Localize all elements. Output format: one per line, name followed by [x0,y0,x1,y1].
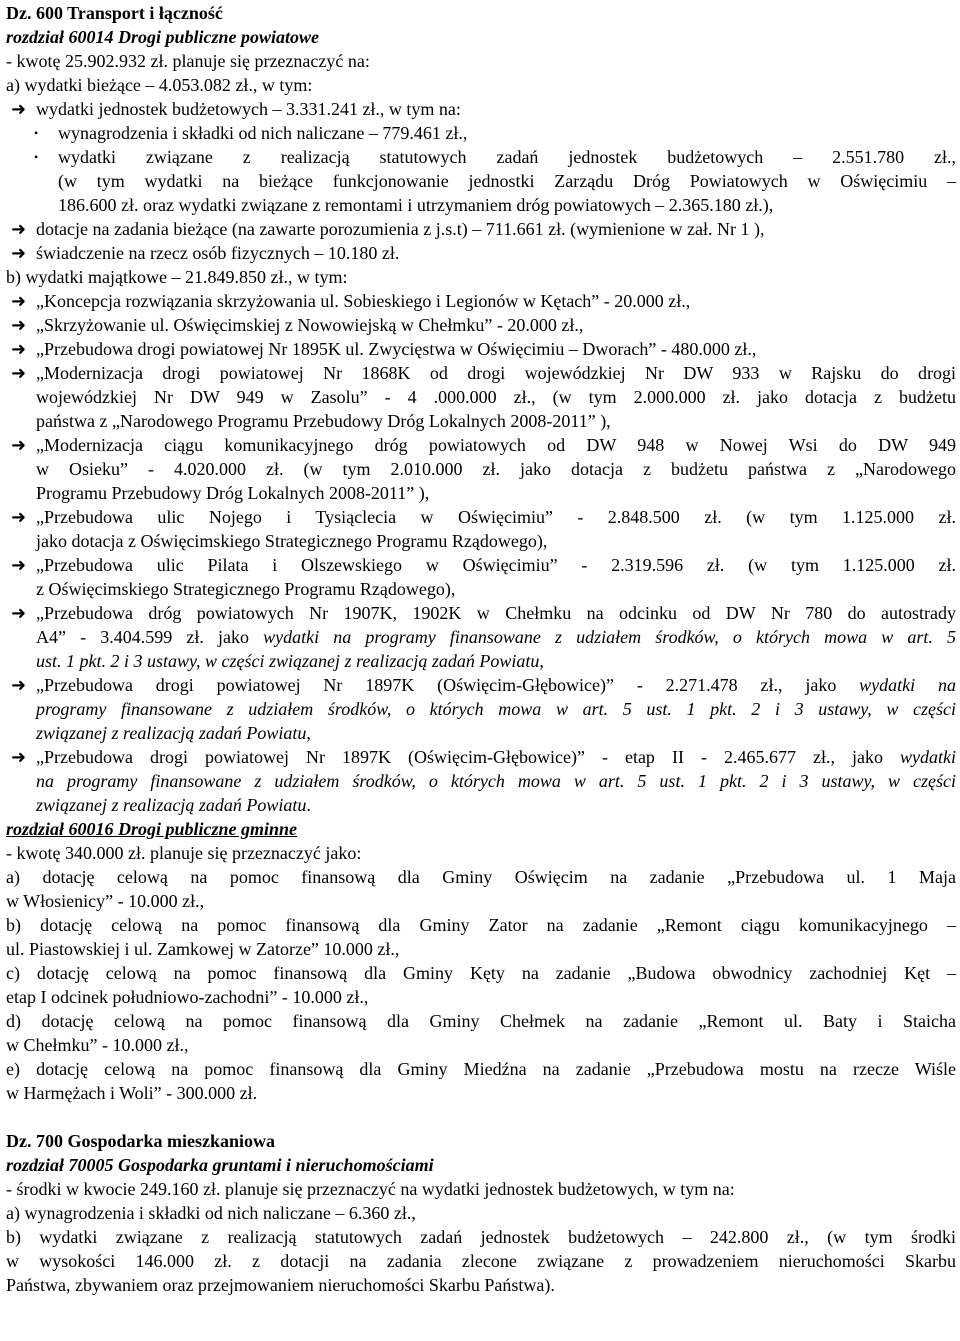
italic-segment: wydatki na programy finansowane z udziałem środków, o których mowa w art. 5 [263,627,957,647]
line-segment-end: , [306,723,311,743]
text-line [0,1249,960,1273]
line-text [36,99,461,119]
line-text [6,1155,434,1175]
text-line [0,865,960,889]
line-segment: etap I odcinek południowo-zachodni” - 10.000 zł., [6,987,369,1007]
arrow-icon: ➜ [11,675,27,695]
arrow-list-item [0,505,960,529]
line-segment: wydatki jednostek budżetowych – 3.331.241 zł., w tym na: [36,99,461,119]
text-line [0,1177,960,1201]
line-segment: Programu Przebudowy Dróg Lokalnych 2008-2011” ), [36,483,430,503]
arrow-list-item-continuation [0,625,960,649]
line-text [36,291,690,311]
text-line [0,73,960,97]
arrow-icon: ➜ [11,507,27,527]
line-text [6,1059,956,1079]
line-segment: „Przebudowa drogi powiatowej Nr 1897K (Oświęcim-Głębowice)” - etap II - 2.465.677 zł., jako [36,747,900,767]
line-text [36,507,956,527]
line-segment: A4” - 3.404.599 zł. jako [36,627,264,647]
line-text [58,123,467,143]
heading-text: rozdział 60014 Drogi publiczne powiatowe [6,27,320,47]
line-text [36,315,583,335]
line-segment: - kwotę 340.000 zł. planuje się przeznaczyć jako: [6,843,362,863]
arrow-icon: ➜ [11,219,27,239]
line-text [6,1035,188,1055]
line-text [36,651,544,671]
arrow-icon: ➜ [11,339,27,359]
line-segment: „Przebudowa dróg powiatowych Nr 1907K, 1902K w Chełmku na odcinku od DW Nr 780 do autostrady [36,603,956,623]
arrow-list-item-continuation [0,457,960,481]
line-segment: w Włosienicy” - 10.000 zł., [6,891,205,911]
line-text [36,363,956,383]
line-segment-end: . [306,795,311,815]
italic-segment: związanej z realizacją zadań Powiatu [36,795,307,815]
line-segment: 186.600 zł. oraz wydatki związane z remontami i utrzymaniem dróg powiatowych – 2.365.180 zł.), [58,195,774,215]
line-text [6,939,399,959]
line-text [58,195,773,215]
line-segment: a) wydatki bieżące – 4.053.082 zł., w tym: [6,75,313,95]
arrow-icon: ➜ [11,555,27,575]
arrow-list-item [0,673,960,697]
line-text [36,699,956,719]
bullet-list-item-continuation [0,169,960,193]
line-segment: w Chełmku” - 10.000 zł., [6,1035,189,1055]
arrow-list-item [0,313,960,337]
line-text [36,411,611,431]
line-text [58,171,956,191]
line-segment: e) dotację celową na pomoc finansową dla Gminy Miedźna na zadanie „Przebudowa mostu na rzecze Wiśle [6,1059,956,1079]
line-text [6,1131,275,1151]
line-text [36,243,399,263]
line-text [6,27,319,47]
arrow-icon: ➜ [11,315,27,335]
heading-text: rozdział 70005 Gospodarka gruntami i nieruchomościami [6,1155,434,1175]
arrow-list-item [0,601,960,625]
line-text [36,723,311,743]
arrow-list-item-continuation [0,529,960,553]
arrow-icon: ➜ [11,99,27,119]
line-text [6,1251,956,1271]
text-line [0,841,960,865]
line-segment: a) wynagrodzenia i składki od nich naliczane – 6.360 zł., [6,1203,416,1223]
line-text [36,627,956,647]
line-segment: w Harmężach i Woli” - 300.000 zł. [6,1083,258,1103]
arrow-icon: ➜ [11,435,27,455]
line-text [58,147,956,167]
text-line [0,265,960,289]
blank-line [0,1105,960,1129]
line-segment: Państwa, zbywaniem oraz przejmowaniem nieruchomości Skarbu Państwa). [6,1275,555,1295]
bullet-list-item [0,121,960,145]
line-text [36,579,455,599]
arrow-list-item [0,241,960,265]
line-text [6,1011,956,1031]
line-segment: z Oświęcimskiego Strategicznego Programu Rządowego), [36,579,456,599]
text-line [0,1057,960,1081]
arrow-list-item-continuation [0,721,960,745]
line-segment: wojewódzkiej Nr DW 949 w Zasolu” - 4 .000.000 zł., (w tym 2.000.000 zł. jako dotacja z budżetu [36,387,956,407]
line-segment: w wysokości 146.000 zł. z dotacji na zadania zlecone związane z prowadzeniem nieruchomości Skarbu [6,1251,956,1271]
line-text [36,339,756,359]
chapter-heading [0,25,960,49]
section-heading [0,1129,960,1153]
italic-segment: ust. 1 pkt. 2 i 3 ustawy, w części związanej z realizacją zadań Powiatu [36,651,540,671]
arrow-list-item [0,361,960,385]
line-segment: (w tym wydatki na bieżące funkcjonowanie jednostki Zarządu Dróg Powiatowych w Oświęcimiu – [58,171,956,191]
line-segment: „Przebudowa ulic Nojego i Tysiąclecia w Oświęcimiu” - 2.848.500 zł. (w tym 1.125.000 zł. [36,507,956,527]
line-text [6,867,956,887]
line-segment: b) dotację celową na pomoc finansową dla Gminy Zator na zadanie „Remont ciągu komunikacyjnego – [6,915,956,935]
line-text [36,771,956,791]
line-segment: - kwotę 25.902.932 zł. planuje się przeznaczyć na: [6,51,370,71]
line-segment: b) wydatki związane z realizacją statutowych zadań jednostek budżetowych – 242.800 zł., (w tym środki [6,1227,956,1247]
text-line [0,1225,960,1249]
text-line [0,1273,960,1297]
line-text [6,51,370,71]
text-line [0,913,960,937]
text-line [0,1009,960,1033]
line-text [6,915,956,935]
line-segment: państwa z „Narodowego Programu Przebudowy Dróg Lokalnych 2008-2011” ), [36,411,611,431]
arrow-list-item-continuation [0,409,960,433]
arrow-list-item-continuation [0,697,960,721]
line-text [36,675,956,695]
line-text [36,483,429,503]
arrow-list-item [0,217,960,241]
arrow-list-item [0,337,960,361]
line-text [36,387,956,407]
arrow-icon: ➜ [11,747,27,767]
line-segment: - środki w kwocie 249.160 zł. planuje się przeznaczyć na wydatki jednostek budżetowych, w tym na: [6,1179,735,1199]
text-line [0,889,960,913]
italic-segment: wydatki na [859,675,956,695]
line-text [6,1227,956,1247]
line-text [6,3,223,23]
line-text [36,531,547,551]
line-text [36,747,956,767]
line-segment: a) dotację celową na pomoc finansową dla Gminy Oświęcim na zadanie „Przebudowa ul. 1 Maja [6,867,956,887]
line-segment: „Przebudowa drogi powiatowej Nr 1895K ul. Zwycięstwa w Oświęcimiu – Dworach” - 480.000 zł., [36,339,757,359]
arrow-list-item-continuation [0,481,960,505]
arrow-list-item [0,289,960,313]
arrow-list-item-continuation [0,793,960,817]
line-segment-end: , [539,651,544,671]
italic-segment: na programy finansowane z udziałem środków, o których mowa w art. 5 ust. 1 pkt. 2 i 3 ustawy, w części [36,771,956,791]
arrow-list-item-continuation [0,577,960,601]
line-text [36,219,765,239]
arrow-list-item [0,433,960,457]
line-text [6,267,347,287]
line-segment: d) dotację celową na pomoc finansową dla Gminy Chełmek na zadanie „Remont ul. Baty i Staicha [6,1011,956,1031]
italic-segment: wydatki [900,747,956,767]
text-line [0,1081,960,1105]
heading-text: Dz. 700 Gospodarka mieszkaniowa [6,1131,276,1151]
line-segment: „Koncepcja rozwiązania skrzyżowania ul. Sobieskiego i Legionów w Kętach” - 20.000 zł., [36,291,691,311]
line-segment: b) wydatki majątkowe – 21.849.850 zł., w tym: [6,267,348,287]
line-text [6,1083,257,1103]
line-segment: „Modernizacja ciągu komunikacyjnego dróg powiatowych od DW 948 w Nowej Wsi do DW 949 [36,435,956,455]
arrow-icon: ➜ [11,363,27,383]
chapter-heading [0,817,960,841]
bullet-icon: • [34,150,39,164]
arrow-icon: ➜ [11,291,27,311]
text-line [0,1033,960,1057]
line-text [6,891,204,911]
arrow-list-item-continuation [0,649,960,673]
line-segment: „Modernizacja drogi powiatowej Nr 1868K od drogi wojewódzkiej Nr DW 933 w Rajsku do drogi [36,363,956,383]
line-text [6,75,312,95]
line-segment: c) dotację celową na pomoc finansową dla Gminy Kęty na zadanie „Budowa obwodnicy zachodniej Kęt – [6,963,956,983]
line-text [36,603,956,623]
italic-segment: związanej z realizacją zadań Powiatu [36,723,307,743]
bullet-list-item-continuation [0,193,960,217]
line-text [6,987,368,1007]
arrow-list-item-continuation [0,769,960,793]
bullet-list-item [0,145,960,169]
line-segment: w Osieku” - 4.020.000 zł. (w tym 2.010.000 zł. jako dotacja z budżetu państwa z „Narodowego [36,459,956,479]
arrow-icon: ➜ [11,243,27,263]
heading-text: rozdział 60016 Drogi publiczne gminne [6,819,298,839]
heading-text: Dz. 600 Transport i łączność [6,3,223,23]
line-text [6,1275,555,1295]
line-segment: wynagrodzenia i składki od nich naliczane – 779.461 zł., [58,123,468,143]
chapter-heading [0,1153,960,1177]
line-text [6,1203,416,1223]
arrow-list-item [0,553,960,577]
arrow-list-item-continuation [0,385,960,409]
line-segment: jako dotacja z Oświęcimskiego Strategicznego Programu Rządowego), [36,531,548,551]
line-text [6,819,297,839]
line-segment: „Skrzyżowanie ul. Oświęcimskiej z Nowowiejską w Chełmku” - 20.000 zł., [36,315,584,335]
line-text [36,555,956,575]
text-line [0,937,960,961]
text-line [0,961,960,985]
arrow-icon: ➜ [11,603,27,623]
line-text [36,795,311,815]
text-line [0,1201,960,1225]
line-text [36,459,956,479]
text-line [0,49,960,73]
italic-segment: programy finansowane z udziałem środków, o których mowa w art. 5 ust. 1 pkt. 2 i 3 ustawy, w części [36,699,956,719]
line-text [6,963,956,983]
arrow-list-item [0,745,960,769]
line-segment: „Przebudowa ulic Pilata i Olszewskiego w Oświęcimiu” - 2.319.596 zł. (w tym 1.125.000 zł. [36,555,956,575]
line-text [6,843,361,863]
line-text [36,435,956,455]
section-heading [0,1,960,25]
arrow-list-item [0,97,960,121]
line-segment: ul. Piastowskiej i ul. Zamkowej w Zatorze” 10.000 zł., [6,939,400,959]
bullet-icon: • [34,126,39,140]
line-text [6,1179,735,1199]
line-segment: „Przebudowa drogi powiatowej Nr 1897K (Oświęcim-Głębowice)” - 2.271.478 zł., jako [36,675,860,695]
line-segment: wydatki związane z realizacją statutowych zadań jednostek budżetowych – 2.551.780 zł., [58,147,956,167]
line-segment: dotacje na zadania bieżące (na zawarte porozumienia z j.s.t) – 711.661 zł. (wymienione w zał. Nr 1 ), [36,219,765,239]
text-line [0,985,960,1009]
line-segment: świadczenie na rzecz osób fizycznych – 10.180 zł. [36,243,400,263]
